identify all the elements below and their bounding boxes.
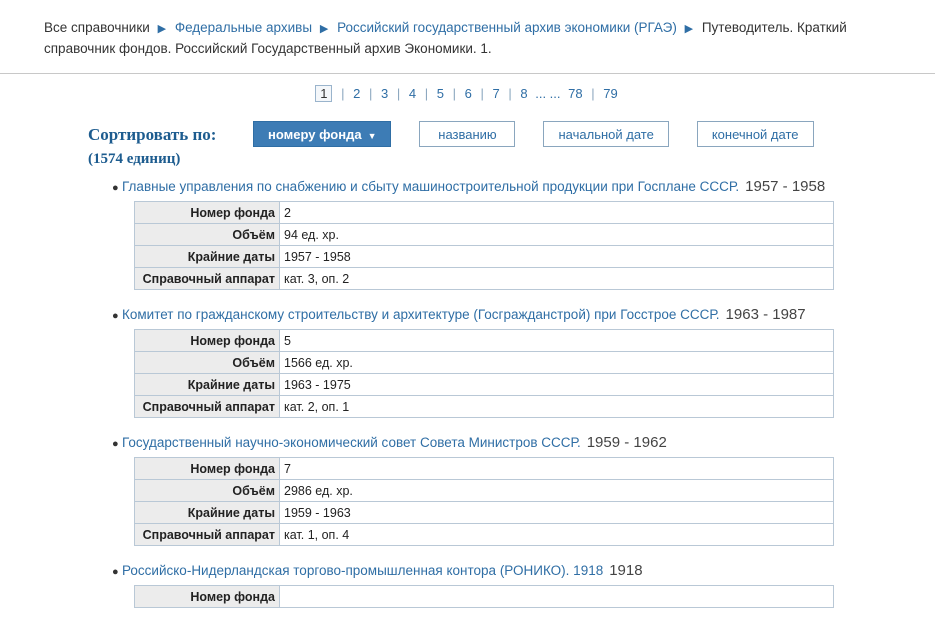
sort-label: Сортировать по: xyxy=(88,125,217,144)
list-item xyxy=(0,306,935,434)
record-header xyxy=(0,434,935,453)
pagination-bar: | xyxy=(424,86,429,101)
label-fund-number: Номер фонда xyxy=(135,458,280,480)
pagination-page-79[interactable]: 79 xyxy=(603,86,618,101)
pagination-page-3[interactable]: 3 xyxy=(381,86,389,101)
breadcrumb-separator-icon: ▶ xyxy=(157,23,167,35)
record-table xyxy=(134,457,834,546)
bullet-icon: ● xyxy=(112,438,119,450)
label-extreme-dates: Крайние даты xyxy=(135,246,280,268)
list-item xyxy=(0,434,935,562)
record-title-link[interactable]: Государственный научно-экономический совет Совета Министров СССР. xyxy=(122,435,581,450)
sort-by-fund-number-label: номеру фонда xyxy=(268,127,362,142)
label-volume: Объём xyxy=(135,224,280,246)
sort-by-name-button[interactable]: названию xyxy=(419,121,515,147)
pagination-bar: | xyxy=(480,86,484,101)
record-header xyxy=(0,178,935,197)
label-extreme-dates: Крайние даты xyxy=(135,374,280,396)
value-extreme-dates: 1963 - 1975 xyxy=(280,374,834,396)
table-row xyxy=(135,268,834,290)
label-volume: Объём xyxy=(135,480,280,502)
value-volume: 1566 ед. хр. xyxy=(280,352,834,374)
value-reference-apparatus: кат. 1, оп. 4 xyxy=(280,524,834,546)
table-row xyxy=(135,330,834,352)
pagination-bar: | xyxy=(396,86,401,101)
bullet-icon: ● xyxy=(112,566,119,578)
table-row xyxy=(135,224,834,246)
record-years: 1963 - 1987 xyxy=(725,306,806,323)
sort-buttons xyxy=(253,117,814,147)
pagination-bar: | xyxy=(591,86,595,101)
pagination-bar: | xyxy=(341,86,345,101)
sort-by-end-date-button[interactable]: конечной дате xyxy=(697,121,814,147)
label-fund-number: Номер фонда xyxy=(135,586,280,608)
value-reference-apparatus: кат. 3, оп. 2 xyxy=(280,268,834,290)
bullet-icon: ● xyxy=(112,182,119,194)
table-row xyxy=(135,396,834,418)
label-fund-number: Номер фонда xyxy=(135,330,280,352)
label-reference-apparatus: Справочный аппарат xyxy=(135,396,280,418)
label-extreme-dates: Крайние даты xyxy=(135,502,280,524)
record-years: 1959 - 1962 xyxy=(586,434,667,451)
sort-by-fund-number-button[interactable] xyxy=(253,121,391,147)
pagination-page-5[interactable]: 5 xyxy=(436,86,444,101)
breadcrumb xyxy=(0,0,935,69)
record-title-link[interactable]: Главные управления по снабжению и сбыту машиностроительной продукции при Госплане СССР. xyxy=(122,179,740,194)
breadcrumb-separator-icon: ▶ xyxy=(684,23,694,35)
list-item xyxy=(0,562,935,624)
table-row xyxy=(135,524,834,546)
value-extreme-dates: 1959 - 1963 xyxy=(280,502,834,524)
chevron-down-icon: ▼ xyxy=(367,130,377,141)
table-row xyxy=(135,202,834,224)
record-years: 1957 - 1958 xyxy=(745,178,826,195)
sort-label-block xyxy=(88,117,253,168)
bullet-icon: ● xyxy=(112,310,119,322)
value-fund-number: 7 xyxy=(280,458,834,480)
sort-bar xyxy=(0,111,935,168)
breadcrumb-separator-icon: ▶ xyxy=(319,23,329,35)
breadcrumb-item-0[interactable]: Все справочники xyxy=(44,20,150,35)
table-row xyxy=(135,502,834,524)
pagination-bar: | xyxy=(368,86,373,101)
pagination-page-7[interactable]: 7 xyxy=(492,86,500,101)
pagination-bar: | xyxy=(508,86,512,101)
pagination xyxy=(0,74,935,111)
table-row xyxy=(135,246,834,268)
table-row xyxy=(135,480,834,502)
table-row xyxy=(135,374,834,396)
sort-by-start-date-button[interactable]: начальной дате xyxy=(543,121,668,147)
breadcrumb-item-2[interactable]: Российский государственный архив экономики (РГАЭ) xyxy=(337,20,677,35)
label-reference-apparatus: Справочный аппарат xyxy=(135,524,280,546)
record-header xyxy=(0,306,935,325)
pagination-page-6[interactable]: 6 xyxy=(464,86,472,101)
pagination-page-2[interactable]: 2 xyxy=(353,86,361,101)
label-volume: Объём xyxy=(135,352,280,374)
table-row xyxy=(135,352,834,374)
label-reference-apparatus: Справочный аппарат xyxy=(135,268,280,290)
record-header xyxy=(0,562,935,581)
pagination-bar: | xyxy=(452,86,456,101)
pagination-ellipsis: ... ... xyxy=(535,86,561,101)
record-table xyxy=(134,201,834,290)
pagination-current-page: 1 xyxy=(315,85,332,102)
value-extreme-dates: 1957 - 1958 xyxy=(280,246,834,268)
pagination-page-78[interactable]: 78 xyxy=(568,86,583,101)
pagination-page-8[interactable]: 8 xyxy=(520,86,528,101)
records-count: (1574 единиц) xyxy=(88,151,181,167)
label-fund-number: Номер фонда xyxy=(135,202,280,224)
record-table xyxy=(134,585,834,608)
value-fund-number: 5 xyxy=(280,330,834,352)
value-fund-number: 2 xyxy=(280,202,834,224)
record-title-link[interactable]: Российско-Нидерландская торгово-промышленная контора (РОНИКО). 1918 xyxy=(122,563,604,578)
pagination-page-4[interactable]: 4 xyxy=(408,86,417,101)
value-volume: 2986 ед. хр. xyxy=(280,480,834,502)
value-fund-number xyxy=(280,586,834,608)
value-volume: 94 ед. хр. xyxy=(280,224,834,246)
record-list xyxy=(0,168,935,624)
breadcrumb-item-3: Путеводитель. Краткий справочник фондов. Российский Государственный архив Экономики. 1. xyxy=(44,20,847,56)
table-row xyxy=(135,586,834,608)
record-title-link[interactable]: Комитет по гражданскому строительству и архитектуре (Госгражданстрой) при Госстрое СССР. xyxy=(122,307,720,322)
record-table xyxy=(134,329,834,418)
breadcrumb-item-1[interactable]: Федеральные архивы xyxy=(174,20,313,35)
value-reference-apparatus: кат. 2, оп. 1 xyxy=(280,396,834,418)
list-item xyxy=(0,178,935,306)
record-years: 1918 xyxy=(609,562,643,579)
table-row xyxy=(135,458,834,480)
